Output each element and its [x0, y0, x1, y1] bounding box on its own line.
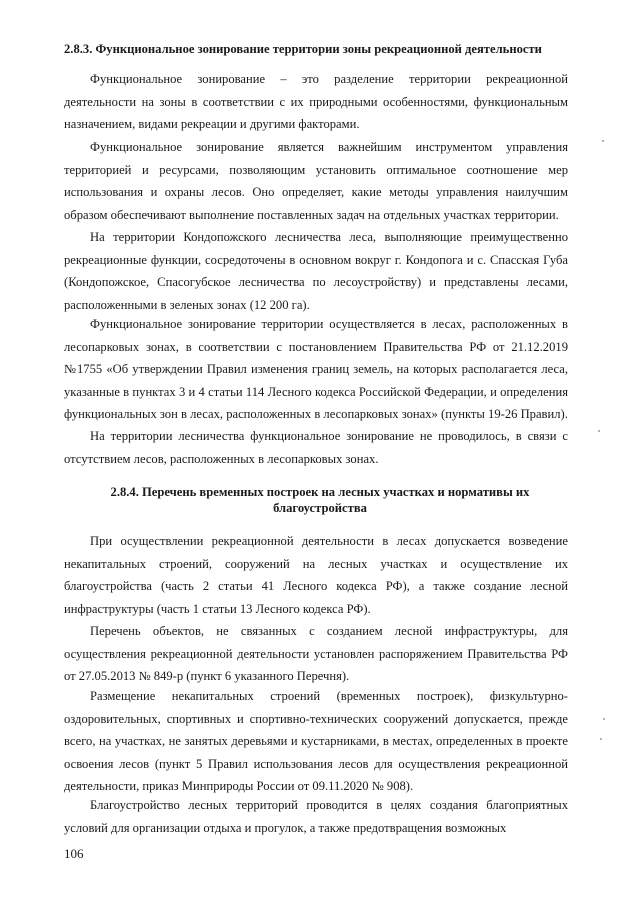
paragraph: Функциональное зонирование является важнейшим инструментом управления территорией и ресурсами, позволяющим установить оптимальное соотношение мер использования и охраны лесов. Оно определяет, какие методы управления наилучшим образом обеспечивают выполнение поставленных задач на отдельных участках территории.: [64, 140, 568, 222]
scan-speck: [600, 738, 602, 740]
paragraph: Размещение некапитальных строений (временных построек), физкультурно-оздоровительных, спортивных и спортивно-технических сооружений допускается, прежде всего, на участках, не занятых деревьями и кустарниками, в местах, определенных в проекте освоения лесов (пункт 5 Правил использования лесов для осуществления рекреационной деятельности, приказ Минприроды России от 09.11.2020 № 908).: [64, 689, 568, 793]
scan-speck: [602, 140, 604, 142]
paragraph: На территории Кондопожского лесничества леса, выполняющие преимущественно рекреационные функции, сосредоточены в основном вокруг г. Кондопога и с. Спасская Губа (Кондопожское, Спасогубское лесничества по лесоустройству) и представлены лесами, расположенными в зеленых зонах (12 200 га).: [64, 230, 568, 312]
scan-speck: [598, 430, 600, 432]
paragraph: Благоустройство лесных территорий проводится в целях создания благоприятных условий для организации отдыха и прогулок, а также предотвращения возможных: [64, 798, 568, 835]
section-heading-line: благоустройства: [273, 501, 367, 515]
section-heading-line: 2.8.4. Перечень временных построек на лесных участках и нормативы их: [110, 485, 530, 499]
section-heading-2-8-3: 2.8.3. Функциональное зонирование территории зоны рекреационной деятельности: [64, 42, 542, 56]
paragraph: Функциональное зонирование – это разделение территории рекреационной деятельности на зоны в соответствии с их природными особенностями, функциональным назначением, видами рекреации и другими факторами.: [64, 72, 568, 131]
paragraph: На территории лесничества функциональное зонирование не проводилось, в связи с отсутствием лесов, расположенных в лесопарковых зонах.: [64, 429, 568, 466]
paragraph: Перечень объектов, не связанных с созданием лесной инфраструктуры, для осуществления рекреационной деятельности установлен распоряжением Правительства РФ от 27.05.2013 № 849-р (пункт 6 указанного Перечня).: [64, 624, 568, 683]
paragraph: Функциональное зонирование территории осуществляется в лесах, расположенных в лесопарковых зонах, в соответствии с постановлением Правительства РФ от 21.12.2019 №1755 «Об утверждении Правил изменения границ земель, на которых располагается леса, указанные в пунктах 3 и 4 статьи 114 Лесного кодекса Российской Федерации, и определения функциональных зон в лесах, расположенных в лесопарковых зонах» (пункты 19-26 Правил).: [64, 317, 568, 421]
paragraph: При осуществлении рекреационной деятельности в лесах допускается возведение некапитальных строений, сооружений на лесных участках и осуществление их благоустройства (часть 2 статьи 41 Лесного кодекса РФ), а также создание лесной инфраструктуры (часть 1 статьи 13 Лесного кодекса РФ).: [64, 534, 568, 616]
section-heading-2-8-4: [80, 484, 560, 516]
page-number: 106: [64, 846, 84, 861]
scan-speck: [603, 718, 605, 720]
